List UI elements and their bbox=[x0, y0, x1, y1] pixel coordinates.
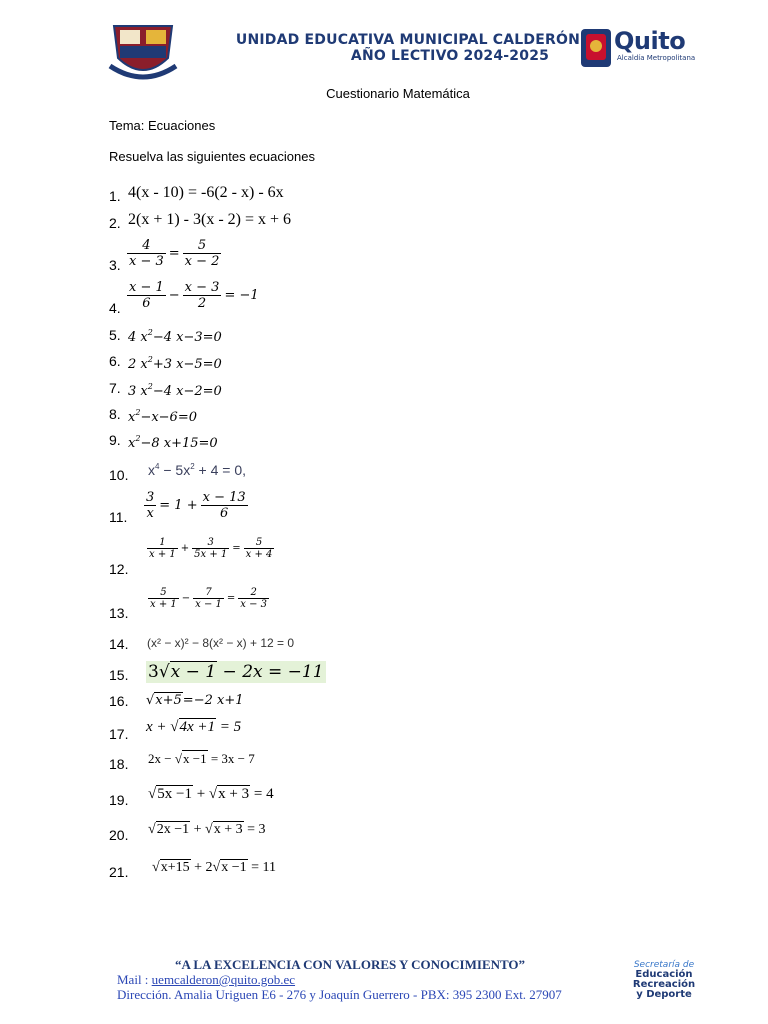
exercise-number: 13. bbox=[109, 605, 129, 621]
exercise-equation bbox=[144, 490, 248, 521]
secretaria-line: Secretaría de bbox=[633, 960, 695, 970]
radicand: x+5 bbox=[155, 693, 182, 708]
exercise-equation: √2x −1 + √x + 3 = 3 bbox=[148, 822, 266, 837]
exercise-equation bbox=[128, 355, 222, 372]
fraction bbox=[127, 280, 166, 311]
operator: = bbox=[168, 246, 180, 261]
exercise-equation: (x² − x)² − 8(x² − x) + 12 = 0 bbox=[147, 636, 295, 650]
fraction bbox=[144, 490, 156, 521]
term: = 5 bbox=[216, 719, 242, 735]
fraction bbox=[147, 537, 178, 560]
denominator: x + 4 bbox=[245, 549, 273, 560]
document-title: Cuestionario Matemática bbox=[326, 86, 470, 101]
exercise-number: 12. bbox=[109, 561, 129, 577]
exercise-equation bbox=[128, 408, 197, 425]
term: −x−6=0 bbox=[140, 410, 197, 425]
term: = 4 bbox=[250, 786, 274, 802]
denominator: 2 bbox=[197, 296, 207, 311]
numerator: 5 bbox=[244, 537, 275, 549]
radicand: x −1 bbox=[182, 751, 207, 766]
secretaria-line: Educación bbox=[635, 969, 693, 980]
secretaria-logo bbox=[630, 960, 698, 1000]
radicand: x −1 bbox=[221, 860, 247, 875]
exercise-equation: x + √4x +1 = 5 bbox=[146, 719, 242, 735]
mail-label: Mail : bbox=[117, 972, 152, 987]
term: + bbox=[190, 822, 205, 837]
denominator: x − 3 bbox=[240, 599, 268, 610]
term: − 5x bbox=[159, 462, 191, 478]
exercise-equation bbox=[127, 238, 221, 269]
quito-subtitle: Alcaldía Metropolitana bbox=[617, 54, 696, 62]
term: −4 x−2=0 bbox=[152, 384, 222, 399]
exercise-equation: 3√x − 1 − 2x = −11 bbox=[148, 662, 324, 682]
exponent: 2 bbox=[147, 382, 153, 391]
term: + 4 = 0, bbox=[194, 462, 247, 478]
denominator: x + 1 bbox=[150, 599, 177, 610]
exercise-number: 10. bbox=[109, 467, 129, 483]
denominator: x − 2 bbox=[184, 254, 220, 269]
fraction bbox=[148, 587, 179, 610]
denominator: x − 1 bbox=[195, 599, 222, 610]
term: 3 x bbox=[128, 384, 148, 399]
exercise-equation bbox=[147, 537, 274, 560]
exercise-equation: 2(x + 1) - 3(x - 2) = x + 6 bbox=[128, 211, 292, 228]
exercise-equation bbox=[127, 280, 262, 311]
exercise-equation bbox=[128, 328, 222, 345]
footer-slogan: “A LA EXCELENCIA CON VALORES Y CONOCIMIENTO” bbox=[174, 957, 526, 972]
numerator: 2 bbox=[238, 587, 269, 599]
exercise-equation bbox=[128, 434, 218, 451]
exponent: 2 bbox=[190, 462, 195, 471]
fraction bbox=[244, 537, 275, 560]
mail-link[interactable]: uemcalderon@quito.gob.ec bbox=[151, 972, 296, 987]
exercise-number: 18. bbox=[109, 756, 129, 772]
secretaria-line: y Deporte bbox=[636, 989, 692, 1000]
exercise-number: 11. bbox=[109, 509, 128, 525]
term: + bbox=[192, 786, 209, 802]
term: x bbox=[128, 410, 136, 425]
secretaria-line: Recreación bbox=[632, 979, 696, 990]
numerator: 5 bbox=[148, 587, 179, 599]
quito-wordmark: Quito bbox=[614, 27, 686, 55]
exercise-equation bbox=[148, 587, 269, 610]
radicand: x + 3 bbox=[213, 822, 243, 837]
term: x bbox=[128, 436, 136, 451]
term: x bbox=[148, 462, 155, 478]
fraction bbox=[127, 238, 166, 269]
numerator: 1 bbox=[147, 537, 178, 549]
term: 3 bbox=[148, 662, 159, 682]
fraction bbox=[183, 280, 222, 311]
school-shield-logo bbox=[106, 22, 180, 84]
exercise-number: 17. bbox=[109, 726, 129, 742]
exercise-equation bbox=[128, 382, 222, 399]
numerator: x − 3 bbox=[184, 280, 220, 295]
fraction bbox=[238, 587, 269, 610]
instruction-line: Resuelva las siguientes ecuaciones bbox=[109, 149, 315, 164]
exponent: 4 bbox=[155, 462, 160, 471]
term: 2x − bbox=[148, 751, 175, 766]
topic-line: Tema: Ecuaciones bbox=[109, 118, 216, 133]
school-name: UNIDAD EDUCATIVA MUNICIPAL CALDERÓN bbox=[235, 32, 580, 48]
operator: = bbox=[232, 543, 241, 554]
exercise-number: 3. bbox=[109, 257, 121, 273]
operator: − bbox=[168, 288, 180, 303]
exercise-number: 6. bbox=[109, 353, 121, 369]
exponent: 2 bbox=[135, 408, 141, 417]
exercise-number: 16. bbox=[109, 693, 129, 709]
radicand: 2x −1 bbox=[156, 822, 190, 837]
denominator: x − 3 bbox=[129, 254, 164, 269]
radicand: x − 1 bbox=[170, 662, 217, 682]
denominator: x bbox=[146, 506, 154, 521]
term: −8 x+15=0 bbox=[140, 436, 218, 451]
exercise-equation: 4(x - 10) = -6(2 - x) - 6x bbox=[128, 184, 284, 201]
exercise-number: 21. bbox=[109, 864, 129, 880]
radicand: 4x +1 bbox=[179, 719, 216, 735]
operator: + bbox=[180, 543, 190, 554]
radicand: 5x −1 bbox=[157, 786, 192, 802]
exercise-number: 5. bbox=[109, 327, 121, 343]
exercise-number: 4. bbox=[109, 300, 121, 316]
numerator: x − 1 bbox=[129, 280, 164, 295]
exercise-number: 15. bbox=[109, 667, 129, 683]
exercise-equation: 2x − √x −1 = 3x − 7 bbox=[148, 751, 255, 766]
exercise-equation: √5x −1 + √x + 3 = 4 bbox=[148, 786, 274, 802]
exponent: 2 bbox=[147, 328, 153, 337]
exercise-equation bbox=[148, 462, 246, 478]
fraction bbox=[183, 238, 222, 269]
operator: − bbox=[181, 593, 191, 604]
numerator: 4 bbox=[127, 238, 166, 254]
term: = 3 bbox=[243, 822, 266, 837]
term: 2 x bbox=[128, 357, 148, 372]
exercise-equation: √x+15 + 2√x −1 = 11 bbox=[152, 860, 276, 875]
footer-address: Dirección. Amalia Uriguen E6 - 276 y Joaquín Guerrero - PBX: 395 2300 Ext. 27907 bbox=[117, 987, 562, 1002]
exercise-equation: √x+5=−2 x+1 bbox=[146, 693, 244, 708]
exercise-number: 9. bbox=[109, 432, 121, 448]
denominator: 6 bbox=[142, 296, 151, 311]
school-header bbox=[200, 32, 580, 64]
term: +3 x−5=0 bbox=[152, 357, 222, 372]
term: + 2 bbox=[190, 860, 213, 875]
fraction bbox=[201, 490, 248, 521]
fraction bbox=[193, 587, 224, 610]
numerator: x − 13 bbox=[202, 490, 246, 505]
exponent: 2 bbox=[147, 355, 153, 364]
denominator: 6 bbox=[219, 506, 229, 521]
denominator: 5x + 1 bbox=[194, 549, 228, 560]
exponent: 2 bbox=[135, 434, 141, 443]
exercise-number: 8. bbox=[109, 406, 121, 422]
term: −4 x−3=0 bbox=[152, 330, 222, 345]
radicand: x+15 bbox=[160, 860, 190, 875]
fraction bbox=[192, 537, 229, 560]
exercise-number: 1. bbox=[109, 188, 121, 204]
exercise-number: 20. bbox=[109, 827, 129, 843]
quito-crest-logo bbox=[580, 28, 612, 68]
term: = 11 bbox=[247, 860, 276, 875]
term: − 2x = −11 bbox=[217, 662, 324, 682]
exercise-number: 19. bbox=[109, 792, 129, 808]
term: =−2 x+1 bbox=[182, 693, 244, 708]
footer-mail bbox=[117, 972, 295, 988]
term: = 3x − 7 bbox=[207, 751, 255, 766]
numerator: 7 bbox=[193, 587, 224, 599]
exercise-number: 7. bbox=[109, 380, 121, 396]
numerator: 3 bbox=[192, 537, 229, 549]
radicand: x + 3 bbox=[218, 786, 250, 802]
numerator: 5 bbox=[183, 238, 222, 254]
operator: = bbox=[226, 593, 236, 604]
numerator: 3 bbox=[146, 490, 155, 505]
exercise-number: 14. bbox=[109, 636, 129, 652]
exercise-number: 2. bbox=[109, 215, 121, 231]
term: 4 x bbox=[128, 330, 148, 345]
term: x + bbox=[146, 719, 171, 735]
school-year: AÑO LECTIVO 2024-2025 bbox=[350, 48, 550, 64]
operator: = 1 + bbox=[159, 498, 198, 513]
right-hand-side: = −1 bbox=[224, 288, 259, 303]
denominator: x + 1 bbox=[149, 549, 176, 560]
